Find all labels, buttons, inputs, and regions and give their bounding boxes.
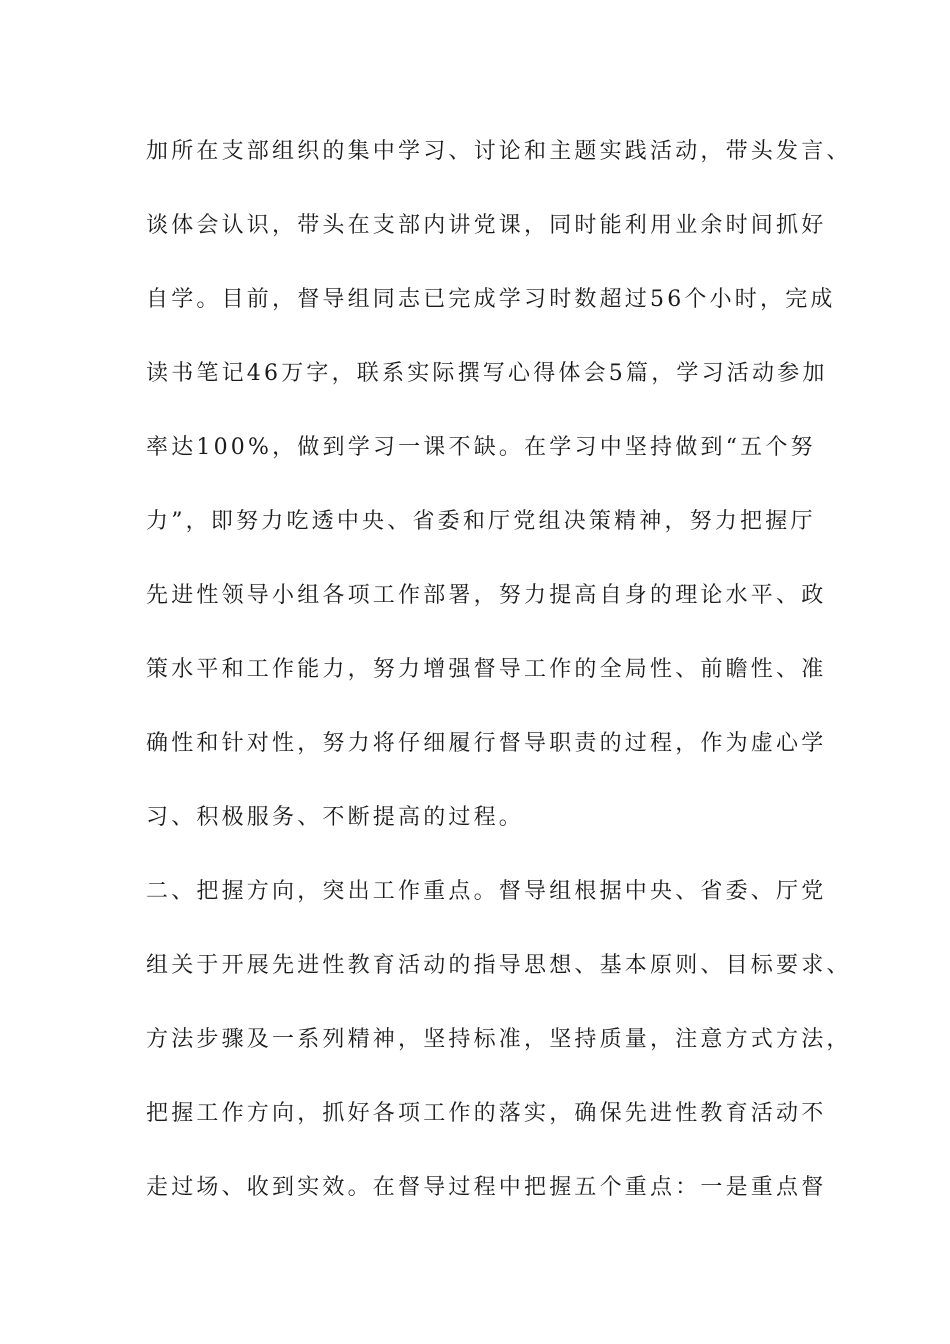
document-body bbox=[146, 130, 852, 1240]
text-line: 习、积极服务、不断提高的过程。 bbox=[146, 805, 525, 830]
text-line: 自学。目前，督导组同志已完成学习时数超过56个小时，完成 bbox=[146, 287, 836, 312]
text-line: 读书笔记46万字，联系实际撰写心得体会5篇，学习活动参加 bbox=[146, 361, 828, 386]
section-heading-line: 二、把握方向，突出工作重点。督导组根据中央、省委、厅党 bbox=[146, 879, 827, 904]
text-line: 组关于开展先进性教育活动的指导思想、基本原则、目标要求、 bbox=[146, 953, 852, 978]
text-line: 把握工作方向，抓好各项工作的落实，确保先进性教育活动不 bbox=[146, 1101, 827, 1126]
text-line: 加所在支部组织的集中学习、讨论和主题实践活动，带头发言、 bbox=[146, 139, 852, 164]
text-line: 力”，即努力吃透中央、省委和厅党组决策精神，努力把握厅 bbox=[146, 509, 816, 534]
text-line: 确性和针对性，努力将仔细履行督导职责的过程，作为虚心学 bbox=[146, 731, 827, 756]
text-line: 谈体会认识，带头在支部内讲党课，同时能利用业余时间抓好 bbox=[146, 213, 827, 238]
text-line: 率达100%，做到学习一课不缺。在学习中坚持做到“五个努 bbox=[146, 435, 816, 460]
text-line: 走过场、收到实效。在督导过程中把握五个重点：一是重点督 bbox=[146, 1175, 827, 1200]
text-line: 方法步骤及一系列精神，坚持标准，坚持质量，注意方式方法， bbox=[146, 1027, 852, 1052]
text-line: 先进性领导小组各项工作部署，努力提高自身的理论水平、政 bbox=[146, 583, 827, 608]
text-line: 策水平和工作能力，努力增强督导工作的全局性、前瞻性、准 bbox=[146, 657, 827, 682]
